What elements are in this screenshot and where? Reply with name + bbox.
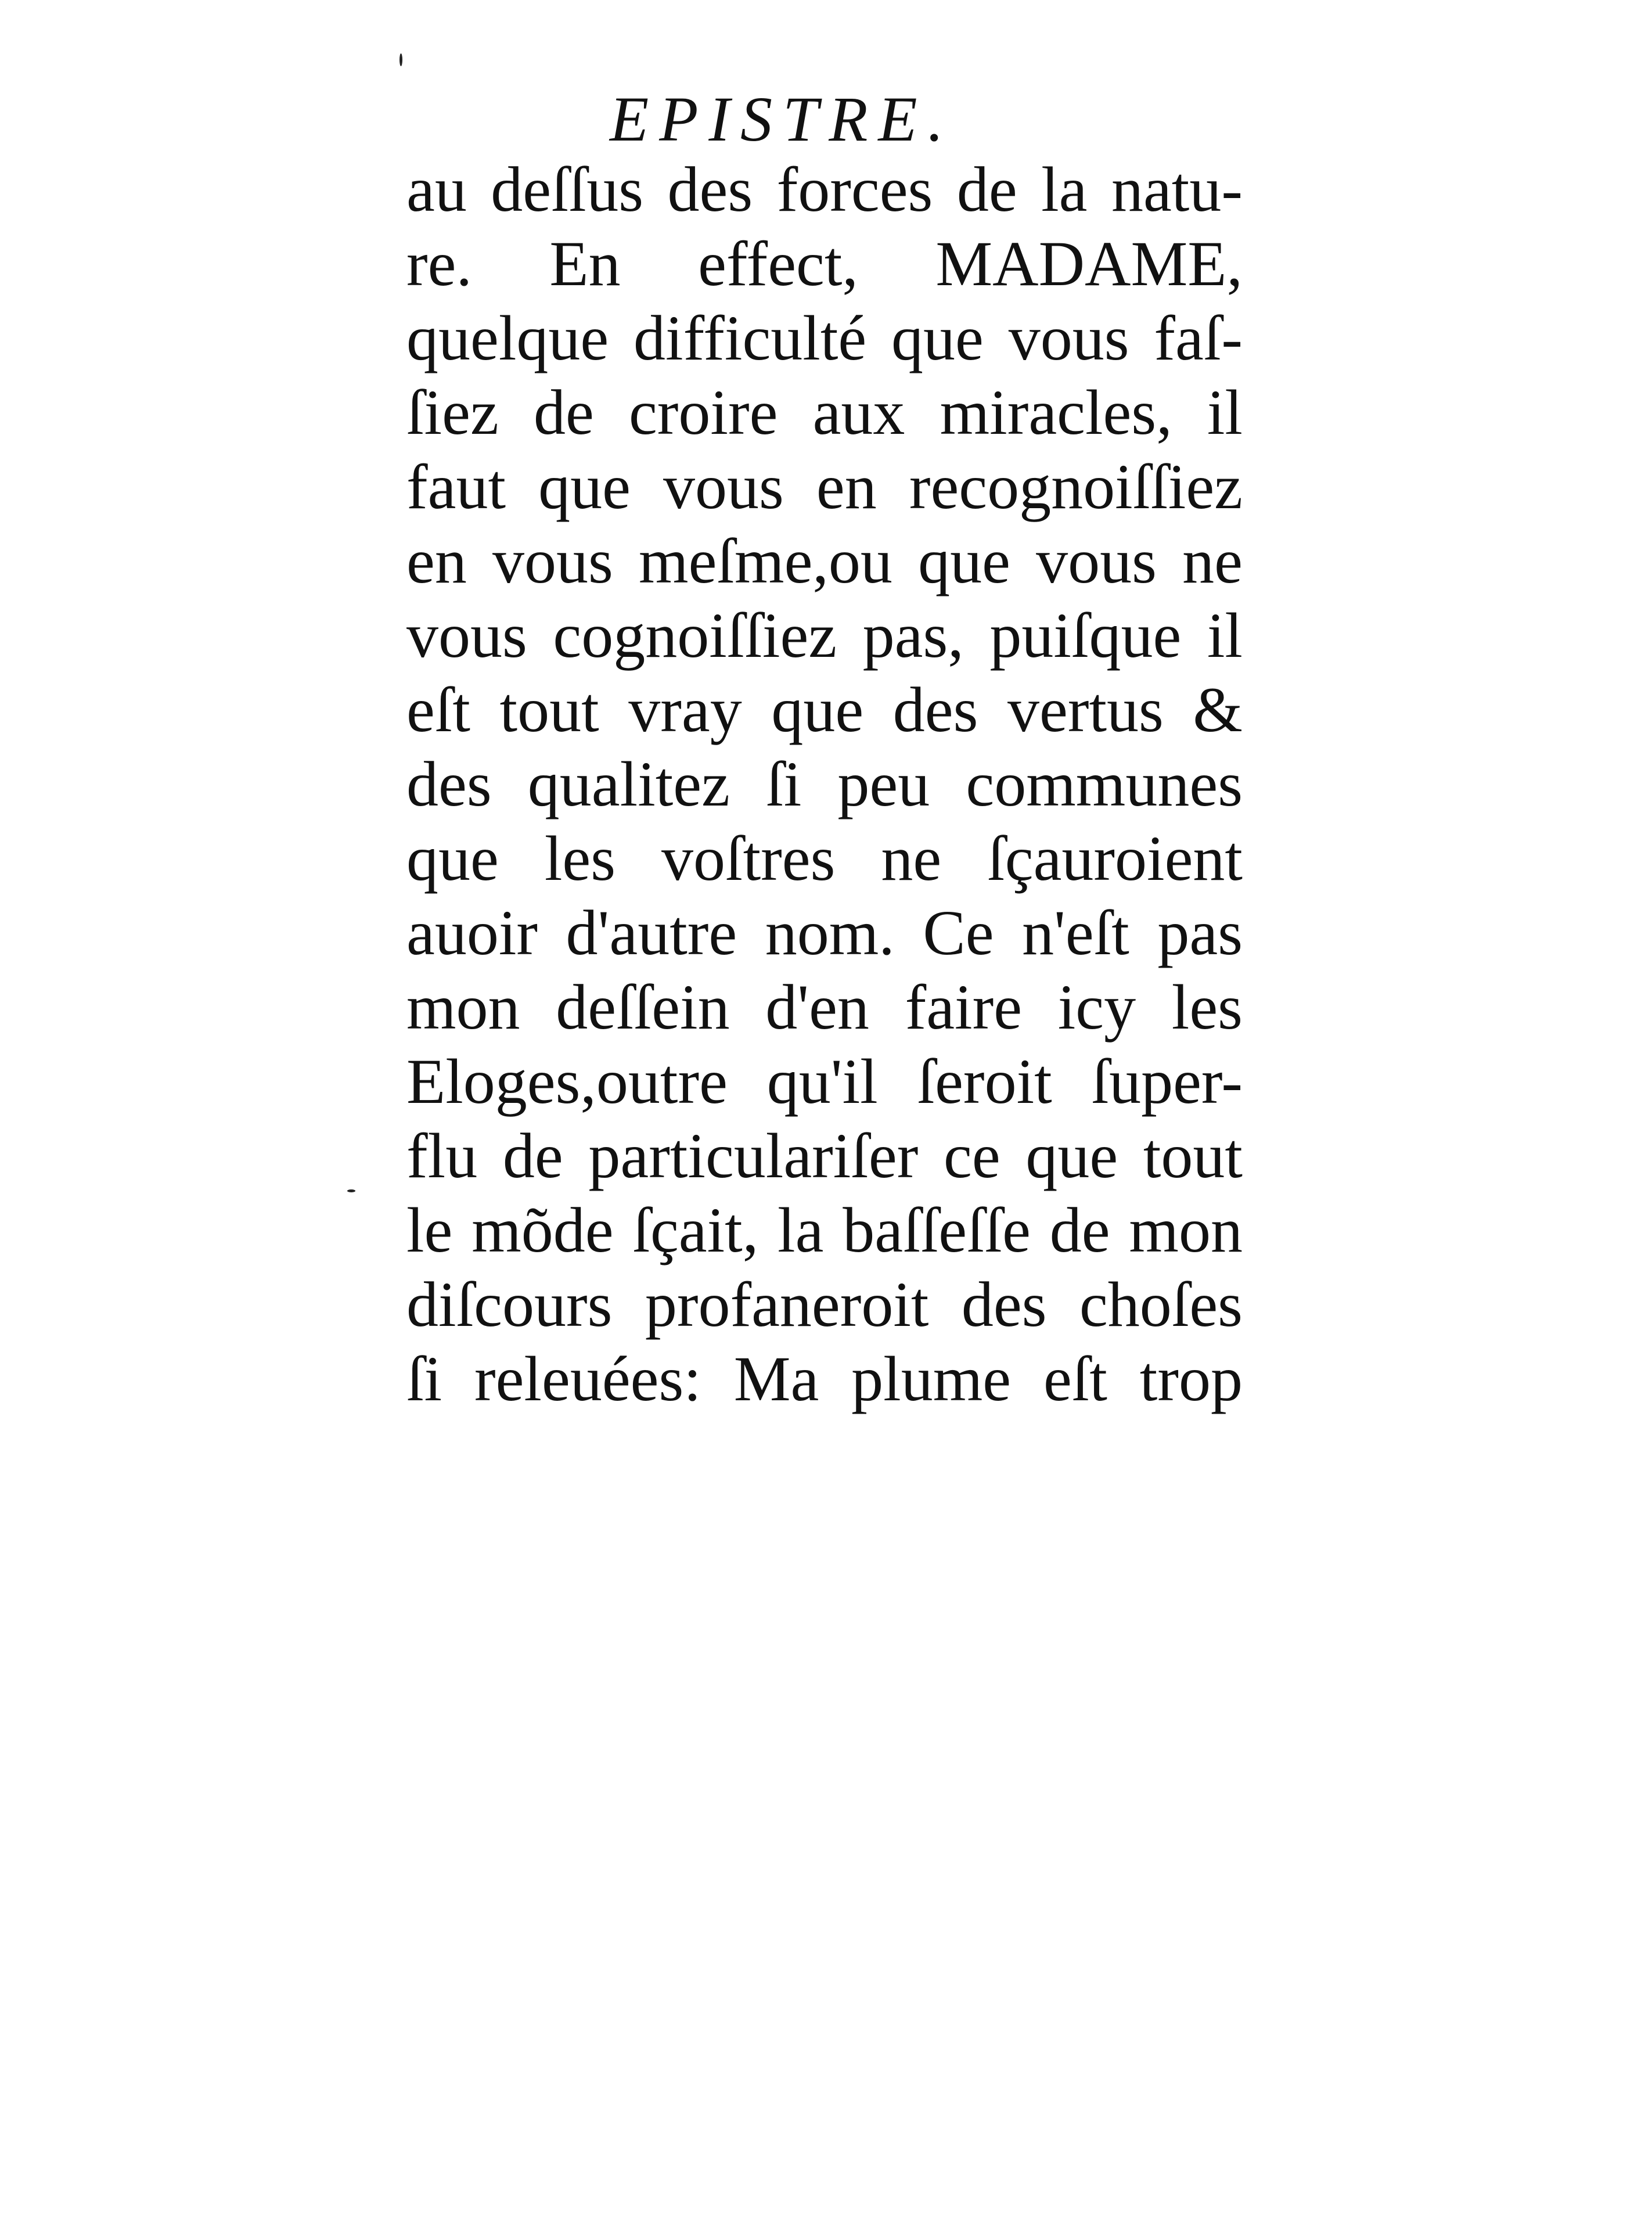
text-line-16: diſcours profaneroit des choſes [406,1269,1243,1340]
text-line-7: vous cognoiſſiez pas, puiſque il [406,600,1243,671]
text-line-15: le mõde ſçait, la baſſeſſe de mon [406,1195,1243,1266]
text-line-9: des qualitez ſi peu communes [406,749,1243,819]
text-line-12: mon deſſein d'en faire icy les [406,972,1243,1042]
text-line-8: eſt tout vray que des vertus & [406,674,1243,745]
text-line-1: au deſſus des forces de la natu- [406,154,1243,225]
text-line-17: ſi releuées: Ma plume eſt trop [406,1343,1243,1414]
body-text [406,152,1243,1416]
print-speck [347,1189,355,1192]
text-line-3: quelque difficulté que vous faſ- [406,303,1243,373]
text-line-10: que les voſtres ne ſçauroient [406,823,1243,894]
text-line-4: ſiez de croire aux miracles, il [406,377,1243,448]
text-line-14: flu de particulariſer ce que tout [406,1120,1243,1191]
print-speck [399,53,402,66]
text-line-6: en vous meſme,ou que vous ne [406,526,1243,596]
text-line-5: faut que vous en recognoiſſiez [406,451,1243,522]
text-line-11: auoir d'autre nom. Ce n'eſt pas [406,897,1243,968]
text-line-13: Eloges,outre qu'il ſeroit ſuper- [406,1046,1243,1117]
running-head: EPISTRE. [610,84,955,154]
text-line-2: re. En effect, MADAME, [406,228,1243,299]
